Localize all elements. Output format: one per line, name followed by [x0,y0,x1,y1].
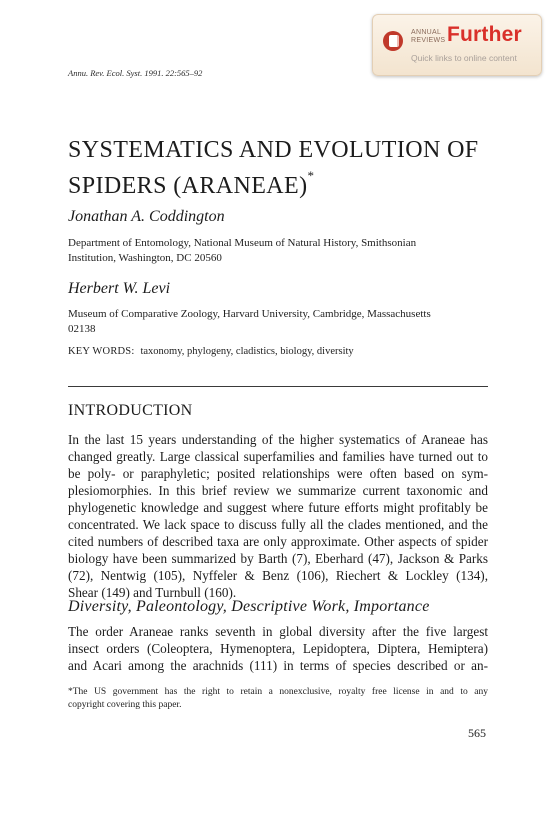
further-badge[interactable] [372,14,542,76]
journal-reference: Annu. Rev. Ecol. Syst. 1991. 22:565–92 [68,68,203,78]
text-line: biology have been summarized by Barth (7), Eberhard (47), Jackson & Parks [68,551,488,566]
book-icon [389,35,399,47]
further-label: Further [447,23,522,46]
text-line: and Acari among the arachnids (111) in terms of species described or an- [68,658,488,673]
section-divider [68,386,488,387]
text-line: insect orders (Coleoptera, Hymenoptera, Lepidoptera, Diptera, Hemiptera) [68,641,488,656]
annual-reviews-label: ANNUAL REVIEWS [411,29,446,44]
text-line: phylogenetic knowledge and suggest where future efforts might profitably be [68,500,488,515]
section-heading: INTRODUCTION [68,402,193,419]
text-line: concentrated. We lack space to discuss fully all the clades mentioned, and the [68,517,488,532]
title-line-2: SPIDERS (ARANEAE) [68,173,308,199]
text-line: be poly- or paraphyletic; posited relationships were often based on sym- [68,466,488,481]
text-line: The order Araneae ranks seventh in global diversity after the five largest [68,624,488,639]
further-subtitle: Quick links to online content [411,53,517,63]
footnote [68,686,488,712]
text-line: Shear (149) and Turnbull (160). [68,585,237,600]
footnote-line: copyright covering this paper. [68,700,182,710]
text-line: In the last 15 years understanding of the higher systematics of Araneae has [68,432,488,447]
author-name: Jonathan A. Coddington [68,208,225,225]
subsection-heading: Diversity, Paleontology, Descriptive Work, Importance [68,598,430,615]
author-affiliation: Museum of Comparative Zoology, Harvard University, Cambridge, Massachusetts 02138 [68,308,431,335]
author-name: Herbert W. Levi [68,280,171,297]
text-line: changed greatly. Large classical superfamilies and families have turned out to [68,449,488,464]
author-affiliation: Department of Entomology, National Museum of Natural History, Smithsonian Institution, Washington, DC 20560 [68,237,417,264]
page-number: 565 [468,726,486,740]
annual-reviews-logo-icon [383,31,403,51]
title-footnote-marker: * [307,168,315,183]
title-line-1: SYSTEMATICS AND EVOLUTION OF [68,137,479,163]
text-line: (72), Nentwig (105), Nyffeler & Benz (106), Riechert & Lockley (134), [68,568,488,583]
keywords [68,346,354,357]
keywords-label: KEY WORDS: [68,346,135,357]
keywords-value: taxonomy, phylogeny, cladistics, biology, diversity [140,346,354,357]
text-line: plesiomorphies. In this brief review we summarize current taxonomic and [68,483,488,498]
introduction-paragraph [68,431,488,601]
diversity-paragraph [68,623,488,674]
footnote-line: *The US government has the right to retain a nonexclusive, royalty free license in and to any [68,687,488,697]
text-line: cited numbers of described taxa are only approximate. Other aspects of spider [68,534,488,549]
paper-title [68,136,508,201]
